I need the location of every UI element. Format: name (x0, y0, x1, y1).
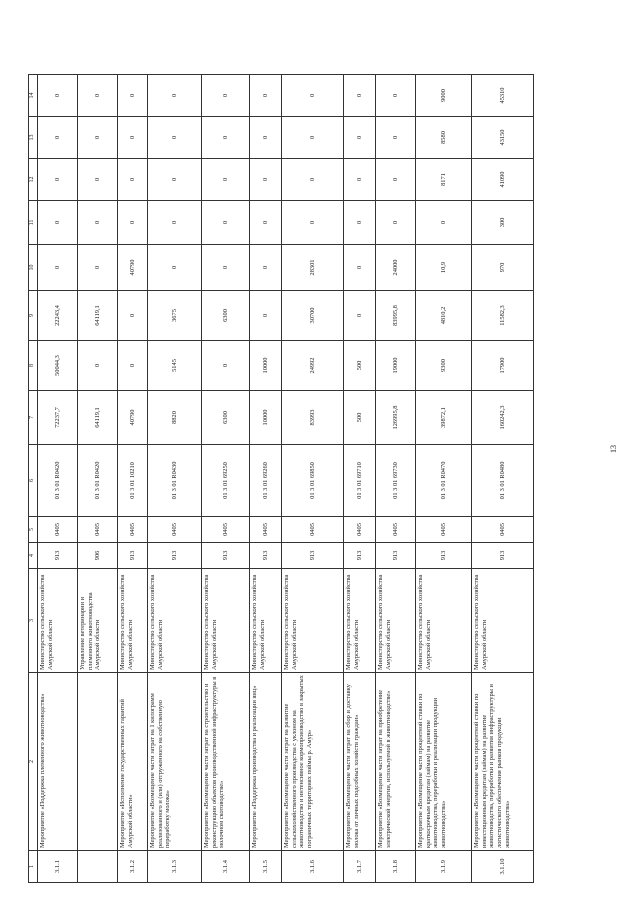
executor-cell: Министерство сельского хозяйства Амурской области (472, 569, 534, 673)
measure-title: Мероприятие «Поддержка производства и реализации яиц» (250, 673, 282, 851)
measure-title: Мероприятие «Возмещение части затрат на 1 килограмм реализованного и (или) отгруженного на собственную переработку молока» (148, 673, 202, 851)
value-cell: 01 3 01 10210 (118, 445, 148, 517)
value-cell: 24000 (376, 245, 416, 291)
value-cell: 913 (148, 543, 202, 569)
value-cell: 6300 (202, 291, 250, 341)
executor-cell: Министерство сельского хозяйства Амурской области (250, 569, 282, 673)
value-cell: 22243,4 (38, 291, 78, 341)
value-cell: 0 (202, 245, 250, 291)
value-cell: 0 (38, 117, 78, 159)
header-cell: 9 (29, 291, 38, 341)
row-number: 3.1.5 (250, 851, 282, 883)
measure-title: Мероприятие «Исполнение государственных гарантий Амурской области» (118, 673, 148, 851)
value-cell: 9300 (416, 341, 472, 391)
value-cell: 01 3 01 R0430 (148, 445, 202, 517)
value-cell: 6300 (202, 391, 250, 445)
value-cell: 0 (250, 75, 282, 117)
value-cell: 0 (78, 245, 118, 291)
value-cell: 30700 (282, 291, 344, 341)
value-cell: 0 (250, 201, 282, 245)
value-cell: 126995,8 (376, 391, 416, 445)
executor-cell: Министерство сельского хозяйства Амурской области (202, 569, 250, 673)
measure-title: Мероприятие «Возмещение части процентной ставки по краткосрочным кредитам (займам) на развитие животноводства, переработки и реализации продукции животноводства» (416, 673, 472, 851)
value-cell: 01 3 01 69730 (376, 445, 416, 517)
executor-cell: Министерство сельского хозяйства Амурской области (282, 569, 344, 673)
value-cell: 0405 (202, 517, 250, 543)
value-cell: 43150 (472, 117, 534, 159)
executor-cell: Министерство сельского хозяйства Амурской области (416, 569, 472, 673)
value-cell: 0 (250, 117, 282, 159)
table-row (78, 75, 118, 883)
value-cell: 01 3 01 R0470 (416, 445, 472, 517)
value-cell: 0405 (376, 517, 416, 543)
value-cell: 0 (38, 245, 78, 291)
value-cell: 5145 (148, 341, 202, 391)
value-cell: 24992 (282, 341, 344, 391)
table-row (118, 75, 148, 883)
budget-table (28, 74, 534, 883)
value-cell: 0405 (78, 517, 118, 543)
value-cell: 4810,2 (416, 291, 472, 341)
value-cell: 0 (282, 201, 344, 245)
value-cell: 0 (148, 201, 202, 245)
value-cell: 0 (282, 75, 344, 117)
value-cell: 913 (118, 543, 148, 569)
value-cell: 913 (202, 543, 250, 569)
value-cell: 0 (202, 341, 250, 391)
row-number: 3.1.6 (282, 851, 344, 883)
value-cell: 0 (78, 201, 118, 245)
value-cell: 0405 (472, 517, 534, 543)
row-number: 3.1.8 (376, 851, 416, 883)
value-cell: 0 (344, 159, 376, 201)
value-cell: 19000 (376, 341, 416, 391)
table-row (282, 75, 344, 883)
value-cell: 0 (38, 201, 78, 245)
row-number: 3.1.1 (38, 851, 78, 883)
value-cell: 40790 (118, 391, 148, 445)
header-cell: 14 (29, 75, 38, 117)
table-row (416, 75, 472, 883)
value-cell: 913 (344, 543, 376, 569)
value-cell: 3675 (148, 291, 202, 341)
measure-title: Мероприятие «Поддержка племенного животноводства» (38, 673, 78, 851)
value-cell: 500 (344, 341, 376, 391)
value-cell: 0 (118, 291, 148, 341)
value-cell: 0405 (118, 517, 148, 543)
value-cell: 0 (148, 117, 202, 159)
value-cell: 500 (344, 391, 376, 445)
value-cell: 970 (472, 245, 534, 291)
value-cell: 0 (344, 245, 376, 291)
value-cell: 0405 (250, 517, 282, 543)
executor-cell: Министерство сельского хозяйства Амурской области (118, 569, 148, 673)
value-cell: 0 (202, 159, 250, 201)
value-cell: 0 (376, 159, 416, 201)
value-cell: 0 (118, 341, 148, 391)
value-cell: 0 (78, 159, 118, 201)
value-cell: 0405 (38, 517, 78, 543)
executor-cell: Министерство сельского хозяйства Амурской области (344, 569, 376, 673)
value-cell: 72237,7 (38, 391, 78, 445)
value-cell: 0 (250, 291, 282, 341)
value-cell: 0 (38, 159, 78, 201)
row-number: 3.1.2 (118, 851, 148, 883)
value-cell: 160242,3 (472, 391, 534, 445)
value-cell: 64119,1 (78, 391, 118, 445)
value-cell: 913 (416, 543, 472, 569)
value-cell: 913 (472, 543, 534, 569)
header-cell: 12 (29, 159, 38, 201)
row-number: 3.1.10 (472, 851, 534, 883)
value-cell: 0 (78, 341, 118, 391)
value-cell: 0 (344, 117, 376, 159)
value-cell: 0 (376, 117, 416, 159)
value-cell: 0 (376, 201, 416, 245)
table-row (344, 75, 376, 883)
value-cell: 8171 (416, 159, 472, 201)
row-number: 3.1.7 (344, 851, 376, 883)
table-row (148, 75, 202, 883)
row-number: 3.1.3 (148, 851, 202, 883)
value-cell: 0 (118, 159, 148, 201)
value-cell: 0405 (416, 517, 472, 543)
value-cell: 0 (118, 117, 148, 159)
value-cell: 0 (250, 159, 282, 201)
value-cell: 0 (78, 117, 118, 159)
measure-title: Мероприятие «Возмещение части затрат на развитие сельскохозяйственного производства с уклоном на животноводство и интенсивное кормопроизводство в закрытых пограничных территориях поймы р. Амур» (282, 673, 344, 851)
header-cell: 1 (29, 851, 38, 883)
value-cell: 0405 (148, 517, 202, 543)
header-cell: 11 (29, 201, 38, 245)
value-cell: 913 (376, 543, 416, 569)
measure-title: Мероприятие «Возмещение части затрат на строительство и реконструкцию объектов производственной инфраструктуры в молочном скотоводстве» (202, 673, 250, 851)
value-cell: 906 (78, 543, 118, 569)
executor-cell: Министерство сельского хозяйства Амурской области (148, 569, 202, 673)
row-number: 3.1.9 (416, 851, 472, 883)
header-cell: 8 (29, 341, 38, 391)
value-cell: 0 (344, 75, 376, 117)
value-cell: 0 (78, 75, 118, 117)
value-cell: 83993 (282, 391, 344, 445)
header-cell: 6 (29, 445, 38, 517)
value-cell: 11582,3 (472, 291, 534, 341)
header-cell: 5 (29, 517, 38, 543)
value-cell: 0 (118, 75, 148, 117)
value-cell: 10,9 (416, 245, 472, 291)
value-cell: 40790 (118, 245, 148, 291)
row-number (78, 851, 118, 883)
table-row (472, 75, 534, 883)
table-row (38, 75, 78, 883)
header-row (29, 75, 38, 883)
value-cell: 10000 (250, 391, 282, 445)
value-cell: 913 (282, 543, 344, 569)
value-cell: 0 (148, 75, 202, 117)
value-cell: 28301 (282, 245, 344, 291)
value-cell: 10000 (250, 341, 282, 391)
value-cell: 01 3 01 69710 (344, 445, 376, 517)
executor-cell: Министерство сельского хозяйства Амурской области (376, 569, 416, 673)
value-cell: 913 (38, 543, 78, 569)
value-cell: 0 (118, 201, 148, 245)
executor-cell: Министерство сельского хозяйства Амурской области (38, 569, 78, 673)
page-number: 13 (609, 445, 618, 453)
value-cell: 0 (202, 117, 250, 159)
table-row (202, 75, 250, 883)
value-cell: 0 (38, 75, 78, 117)
row-number: 3.1.4 (202, 851, 250, 883)
value-cell: 0405 (344, 517, 376, 543)
header-cell: 4 (29, 543, 38, 569)
value-cell: 01 3 01 69850 (282, 445, 344, 517)
value-cell: 01 3 01 69260 (250, 445, 282, 517)
value-cell: 0 (202, 201, 250, 245)
value-cell: 01 3 01 69250 (202, 445, 250, 517)
value-cell: 01 3 01 R0420 (38, 445, 78, 517)
value-cell: 0 (282, 159, 344, 201)
value-cell: 0 (416, 201, 472, 245)
measure-title: Мероприятие «Возмещение части затрат на приобретение электрической энергии, используемой в животноводстве» (376, 673, 416, 851)
table-row (250, 75, 282, 883)
header-cell: 7 (29, 391, 38, 445)
table-row (376, 75, 416, 883)
header-cell: 2 (29, 673, 38, 851)
value-cell: 8580 (416, 117, 472, 159)
value-cell: 0 (344, 201, 376, 245)
value-cell: 913 (250, 543, 282, 569)
measure-title: Мероприятие «Возмещение части процентной ставки по инвестиционным кредитам (займам) на развитие животноводства, переработки и развития инфраструктуры и логистического обеспечения рынков продукции животноводства» (472, 673, 534, 851)
value-cell: 41090 (472, 159, 534, 201)
value-cell: 01 3 01 R0420 (78, 445, 118, 517)
value-cell: 50044,3 (38, 341, 78, 391)
value-cell: 0 (282, 117, 344, 159)
value-cell: 0 (148, 159, 202, 201)
value-cell: 45310 (472, 75, 534, 117)
header-cell: 13 (29, 117, 38, 159)
value-cell: 300 (472, 201, 534, 245)
value-cell: 64119,1 (78, 291, 118, 341)
value-cell: 01 3 01 R0480 (472, 445, 534, 517)
value-cell: 39872,1 (416, 391, 472, 445)
value-cell: 9000 (416, 75, 472, 117)
value-cell: 17900 (472, 341, 534, 391)
value-cell: 0 (250, 245, 282, 291)
header-cell: 10 (29, 245, 38, 291)
measure-title (78, 673, 118, 851)
value-cell: 0 (148, 245, 202, 291)
value-cell: 83995,8 (376, 291, 416, 341)
measure-title: Мероприятие «Возмещение части затрат на сбор и доставку молока от личных подсобных хозяйств граждан» (344, 673, 376, 851)
executor-cell: Управление ветеринарии и племенного животноводства Амурской области (78, 569, 118, 673)
value-cell: 0 (202, 75, 250, 117)
value-cell: 0 (376, 75, 416, 117)
value-cell: 0 (344, 291, 376, 341)
value-cell: 0405 (282, 517, 344, 543)
header-cell: 3 (29, 569, 38, 673)
value-cell: 8820 (148, 391, 202, 445)
